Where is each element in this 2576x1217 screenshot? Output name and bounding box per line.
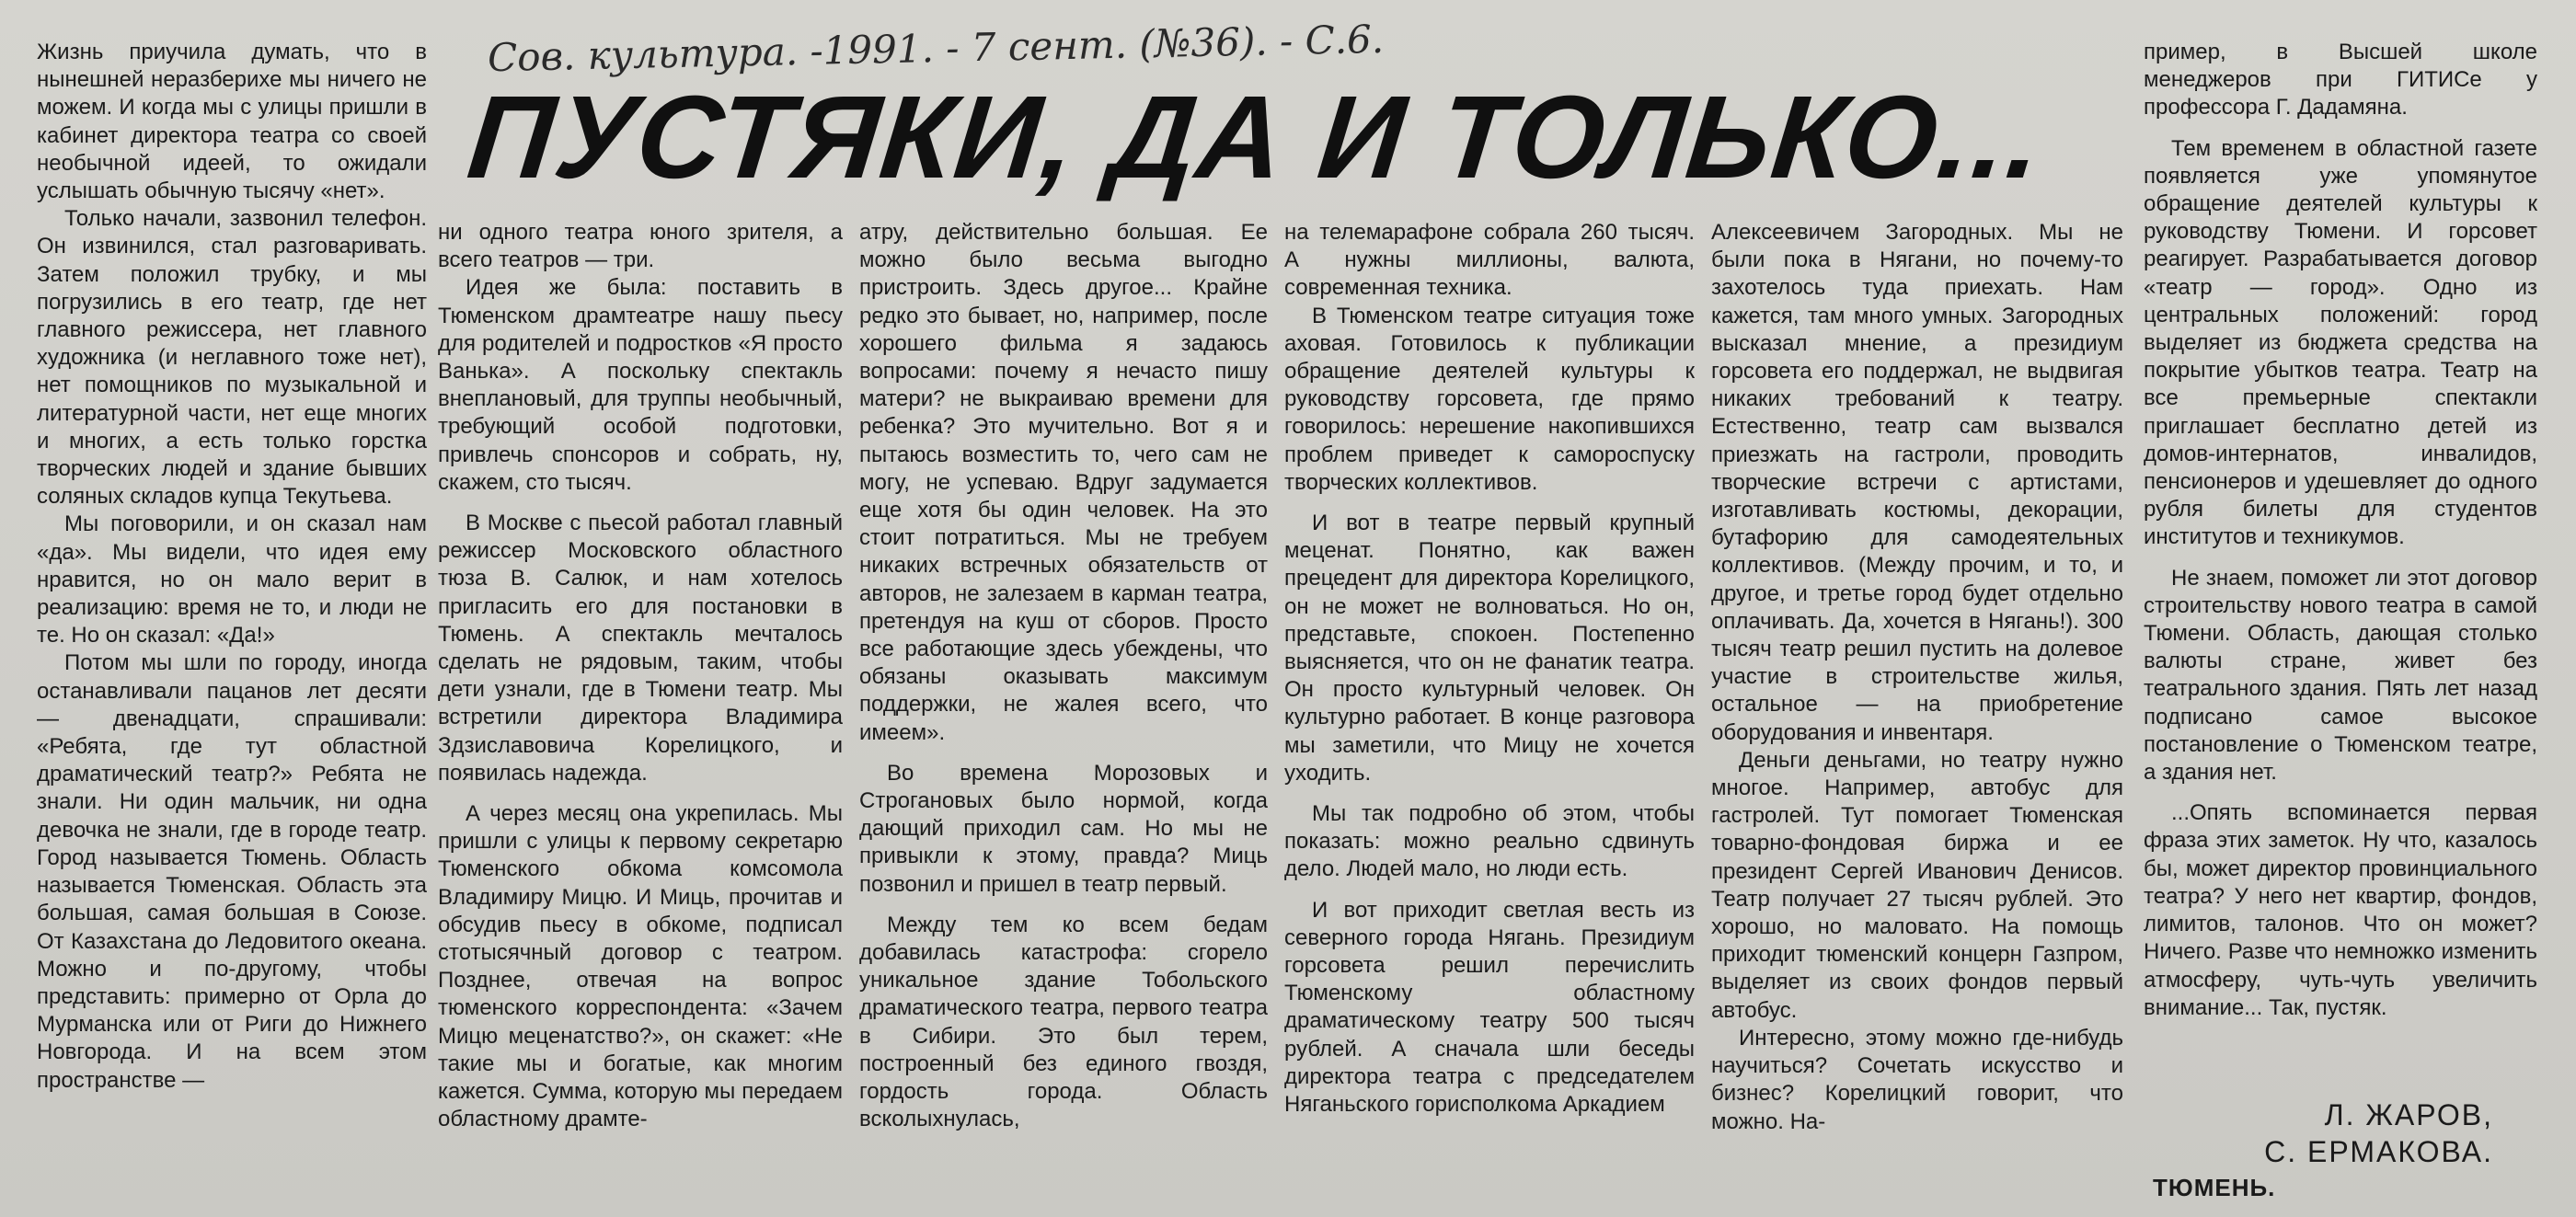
paragraph: Идея же была: поставить в Тюменском драмтеатре нашу пьесу для родителей и подростков «Я просто Ванька». А поскольку спектакль внеплановый, для труппы необычный, требующий особой подготовки, привлечь спонсоров и собрать, ну, скажем, сто тысяч. (438, 275, 843, 495)
paragraph: Между тем ко всем бедам добавилась катастрофа: сгорело уникальное здание Тобольского драматического театра, первого театра в Сибири. Это был терем, построенный без единого гвоздя, гордость города. Область всколыхнулась, (859, 912, 1268, 1132)
paragraph: Во времена Морозовых и Строгановых было нормой, когда дающий приходил сам. Но мы не привыкли к этому, правда? Миць позвонил и пришел в театр первый. (859, 760, 1268, 897)
article-column-5 (1711, 219, 2123, 1207)
paragraph: Только начали, зазвонил телефон. Он извинился, стал разговаривать. Затем положил трубку, и мы погрузились в его театр, где нет главного режиссера, нет главного художника (и неглавного тоже нет), нет помощников по музыкальной и литературной части, нет еще многих и многих, а есть только горстка творческих людей и здание бывших соляных складов купца Текутьева. (37, 206, 427, 510)
paragraph: пример, в Высшей школе менеджеров при ГИТИСе у профессора Г. Дадамяна. (2144, 40, 2537, 121)
paragraph: В Москве с пьесой работал главный режиссер Московского областного тюза В. Салюк, и нам хотелось пригласить его для постановки в Тюмень. А спектакль мечталось сделать не рядовым, таким, чтобы дети узнали, где в Тюмени театр. Мы встретили директора Владимира Здзиславовича Корелицкого, и появилась надежда. (438, 511, 843, 786)
paragraph: на телемарафоне собрала 260 тысяч. А нужны миллионы, валюта, современная техника. (1284, 220, 1695, 301)
paragraph: Деньги деньгами, но театру нужно многое. Например, автобус для гастролей. Тут помогает Тюменская товарно-фондовая биржа и ее президент Сергей Иванович Денисов. Театр получает 27 тысяч рублей. Это хорошо, но маловато. На помощь приходит тюменский концерн Газпром, выделяет из своих фондов первый автобус. (1711, 747, 2123, 1023)
paragraph: ...Опять вспоминается первая фраза этих заметок. Ну что, казалось бы, может директор провинциального театра? У него нет квартир, фондов, лимитов, талонов. Что он может? Ничего. Разве что немножко изменить атмосферу, чуть-чуть увеличить внимание... Так, пустяк. (2144, 800, 2537, 1020)
paragraph: Мы поговорили, и он сказал нам «да». Мы видели, что идея ему нравится, но он мало верит в реализацию: время не то, и люди не те. Но он сказал: «Да!» (37, 511, 427, 649)
paragraph: Мы так подробно об этом, чтобы показать: можно реально сдвинуть дело. Людей мало, но люди есть. (1284, 801, 1695, 882)
paragraph: ни одного театра юного зрителя, а всего театров — три. (438, 220, 843, 273)
author-name: С. ЕРМАКОВА. (2264, 1135, 2493, 1168)
paragraph: атру, действительно большая. Ее можно было весьма выгодно пристроить. Здесь другое... Крайне редко это бывает, но, например, после хорошего фильма я задаюсь вопросами: почему я нечасто пишу матери? не выкраиваю времени для ребенка? Это мучительно. Вот я и пытаюсь возместить то, чего сам не могу, не успеваю. Вдруг задумается еще хотя бы один человек. На это стоит потратиться. Мы не требуем никаких встречных обязательств от авторов, не залезаем в карман театра, претендуя на куш от сборов. Просто все работающие здесь убеждены, что обязаны оказывать максимум поддержки, не жалея всего, что имеем». (859, 220, 1268, 745)
paragraph: В Тюменском театре ситуация тоже аховая. Готовилось к публикации обращение деятелей культуры к руководству горсовета, где прямо говорилось: нерешение накопившихся проблем приведет к самороспуску творческих коллективов. (1284, 303, 1695, 495)
article-column-4 (1284, 219, 1695, 1207)
article-column-1 (37, 39, 427, 1207)
paragraph: И вот приходит светлая весть из северного города Нягань. Президиум горсовета решил перечислить Тюменскому областному драматическому театру 500 тысяч рублей. А сначала шли беседы директора театра с председателем Няганьского горисполкома Аркадием (1284, 897, 1695, 1118)
paragraph: Не знаем, поможет ли этот договор строительству нового театра в самой Тюмени. Область, дающая столько валюты стране, живет без театрального здания. Пять лет назад подписано самое высокое постановление о Тюменском театре, а здания нет. (2144, 565, 2537, 786)
article-headline: ПУСТЯКИ, ДА И ТОЛЬКО... (462, 72, 2050, 203)
paragraph: Жизнь приучила думать, что в нынешней неразберихе мы ничего не можем. И когда мы с улицы пришли в кабинет директора театра со своей необычной идеей, то ожидали услышать обычную тысячу «нет». (37, 40, 427, 204)
handwritten-source-note: Сов. культура. -1991. - 7 сент. (№36). - С.6. (487, 16, 1385, 81)
paragraph: Интересно, этому можно где-нибудь научиться? Сочетать искусство и бизнес? Корелицкий говорит, что можно. На- (1711, 1025, 2123, 1134)
paragraph: Алексеевичем Загородных. Мы не были пока в Нягани, но почему-то захотелось туда приехать. Нам кажется, там много умных. Загородных высказал мнение, а президиум горсовета его поддержал, не выдвигая никаких требований к театру. Естественно, театр сам вызвался приезжать на гастроли, проводить творческие встречи с артистами, изготавливать костюмы, декорации, бутафорию для самодеятельных коллективов. (Между прочим, и то, и другое, и третье город будет отдельно оплачивать. Да, хочется в Нягань!). 300 тысяч театр решил пустить на долевое участие в строительстве жилья, остальное — на приобретение оборудования и инвентаря. (1711, 220, 2123, 745)
article-column-3 (859, 219, 1268, 1207)
paragraph: Потом мы шли по городу, иногда останавливали пацанов лет десяти — двенадцати, спрашивали: «Ребята, где тут областной драматический театр?» Ребята не знали. Ни один мальчик, ни одна девочка не знали, где в городе театр. Город называется Тюмень. Область называется Тюменская. Область эта большая, самая большая в Союзе. От Казахстана до Ледовитого океана. Можно и по-другому, чтобы представить: примерно от Орла до Мурманска или от Риги до Нижнего Новгорода. И на всем этом пространстве — (37, 650, 427, 1093)
paragraph: Тем временем в областной газете появляется уже упомянутое обращение деятелей культуры к руководству Тюмени. И горсовет реагирует. Разрабатывается договор «театр — город». Одно из центральных положений: город выделяет из бюджета средства на покрытие убытков театра. Театр на все премьерные спектакли приглашает бесплатно детей из домов-интернатов, инвалидов, пенсионеров и удешевляет до одного рубля билеты для студентов институтов и техникумов. (2144, 135, 2537, 550)
author-signature (2264, 1096, 2493, 1170)
dateline-city: ТЮМЕНЬ. (2153, 1174, 2276, 1201)
article-column-6 (2144, 39, 2537, 1087)
article-column-2 (438, 219, 843, 1207)
paragraph: А через месяц она укрепилась. Мы пришли с улицы к первому секретарю Тюменского обкома комсомола Владимиру Мицю. И Миць, прочитав и обсудив пьесу в обкоме, подписал стотысячный договор с театром. Позднее, отвечая на вопрос тюменского корреспондента: «Зачем Мицю меценатство?», он скажет: «Не такие мы и богатые, как многим кажется. Сумма, которую мы передаем областному драмте- (438, 801, 843, 1132)
paragraph: И вот в театре первый крупный меценат. Понятно, как важен прецедент для директора Корелицкого, он не может не волноваться. Но он, представьте, спокоен. Постепенно выясняется, что он не фанатик театра. Он просто культурный человек. Он культурно работает. В конце разговора мы заметили, что Мицу не хочется уходить. (1284, 511, 1695, 786)
author-name: Л. ЖАРОВ, (2324, 1098, 2493, 1131)
